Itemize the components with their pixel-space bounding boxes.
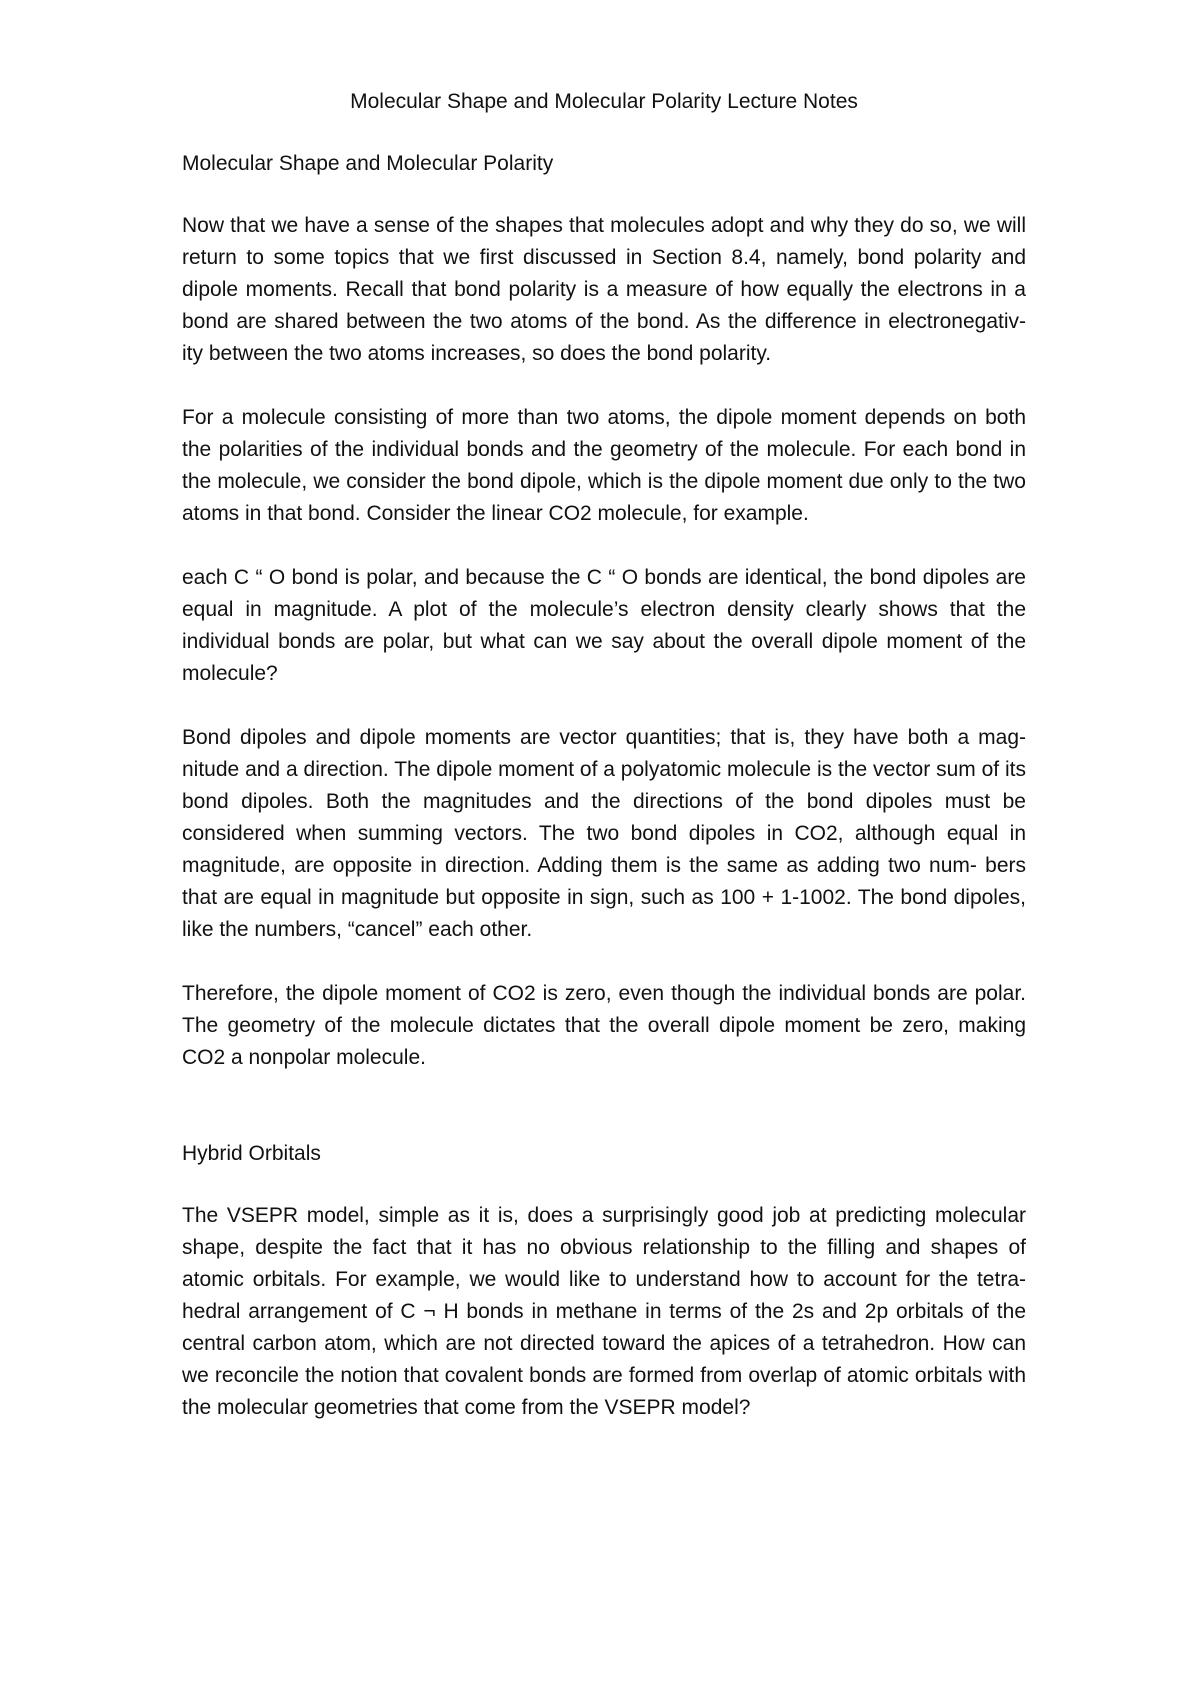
section-heading: Molecular Shape and Molecular Polarity xyxy=(182,152,554,175)
section-divider-space xyxy=(182,1106,1026,1138)
page-title: Molecular Shape and Molecular Polarity Lecture Notes xyxy=(350,90,858,113)
document-body xyxy=(182,86,1026,1456)
paragraph: The VSEPR model, simple as it is, does a surprisingly good job at predicting molecular shape, despite the fact that it has no obvious relationship to the filling and shapes of atomic orbitals. For example, we would like to understand how to account for the tetra- hedral arrangement of C ¬ H bonds in methane in terms of the 2s and 2p orbitals of the central carbon atom, which are not directed toward the apices of a tetrahedron. How can we reconcile the notion that covalent bonds are formed from overlap of atomic orbitals with the molecular geometries that come from the VSEPR model? xyxy=(182,1204,1026,1419)
paragraph: For a molecule consisting of more than two atoms, the dipole moment depends on both the polarities of the individual bonds and the geometry of the molecule. For each bond in the molecule, we consider the bond dipole, which is the dipole moment due only to the two atoms in that bond. Consider the linear CO2 molecule, for example. xyxy=(182,406,1026,525)
section-heading: Hybrid Orbitals xyxy=(182,1142,321,1165)
paragraph: Bond dipoles and dipole moments are vector quantities; that is, they have both a mag- nitude and a direction. The dipole moment of a polyatomic molecule is the vector sum of its bond dipoles. Both the magnitudes and the directions of the bond dipoles must be considered when summing vectors. The two bond dipoles in CO2, although equal in magnitude, are opposite in direction. Adding them is the same as adding two num- bers that are equal in magnitude but opposite in sign, such as 100 + 1-1002. The bond dipoles, like the numbers, “cancel” each other. xyxy=(182,726,1026,941)
section-hybrid-orbitals xyxy=(182,1138,1026,1424)
section-molecular-polarity xyxy=(182,148,1026,1074)
paragraph: Now that we have a sense of the shapes that molecules adopt and why they do so, we will return to some topics that we first discussed in Section 8.4, namely, bond polarity and dipole moments. Recall that bond polarity is a measure of how equally the electrons in a bond are shared between the two atoms of the bond. As the difference in electronegativ- ity between the two atoms increases, so does the bond polarity. xyxy=(182,214,1026,365)
paragraph: Therefore, the dipole moment of CO2 is zero, even though the individual bonds are polar. The geometry of the molecule dictates that the overall dipole moment be zero, making CO2 a nonpolar molecule. xyxy=(182,982,1026,1069)
paragraph: each C “ O bond is polar, and because the C “ O bonds are identical, the bond dipoles are equal in magnitude. A plot of the molecule’s electron density clearly shows that the individual bonds are polar, but what can we say about the overall dipole moment of the molecule? xyxy=(182,566,1026,685)
